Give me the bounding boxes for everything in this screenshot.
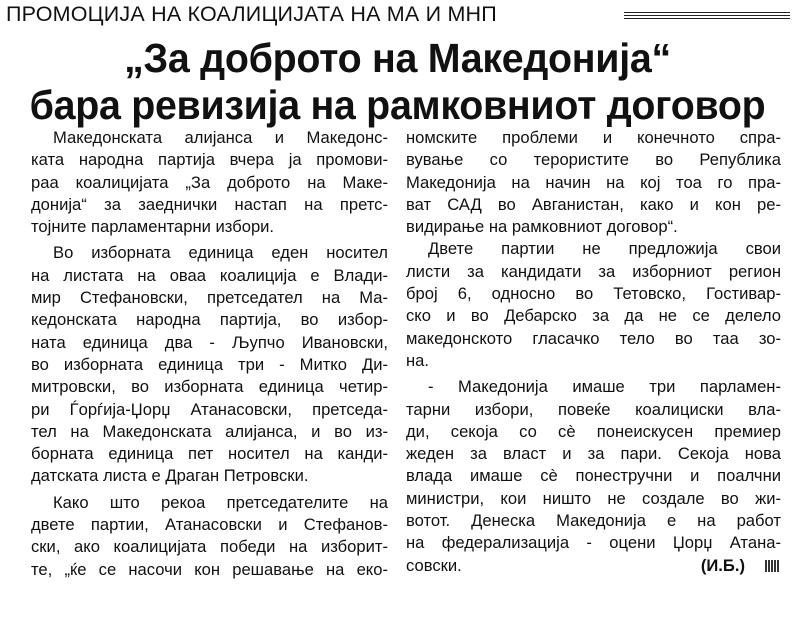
text-line: раа коалицијата „За доброто на Маке- xyxy=(31,172,388,192)
headline-line-1: „За доброто на Македонија“ xyxy=(124,35,671,81)
text-line: ди, секоја со сè понеискусен премиер xyxy=(406,421,781,441)
text-line: ката народна партија вчера ја промови- xyxy=(31,150,388,170)
text-line: Македонската алијанса и Македонс- xyxy=(53,128,388,147)
text-line: на листата на оваа коалиција е Влади- xyxy=(31,265,388,285)
kicker: ПРОМОЦИЈА НА КОАЛИЦИЈАТА НА МА И МНП xyxy=(6,2,497,26)
text-line: борната единица пет носител на канди- xyxy=(31,444,388,464)
text-line: ско и во Дебарско за да не се делело xyxy=(406,306,781,326)
text-line: листи за кандидати за изборниот регион xyxy=(406,261,781,281)
kicker-rule xyxy=(624,12,790,19)
text-line: број 6, односно во Тетовско, Гостивар- xyxy=(406,284,781,304)
text-line: на. xyxy=(406,350,430,370)
text-line: вотот. Денеска Македонија е на работ xyxy=(406,511,781,531)
text-line: ри Ѓорѓија-Џорџ Атанасовски, претседа- xyxy=(31,399,388,419)
text-line: ски, ако коалицијата победи на изборит- xyxy=(31,537,388,557)
text-line: двете партии, Атанасовски и Стефанов- xyxy=(31,515,388,535)
text-line: Македонија на начин на кој тоа го пра- xyxy=(406,172,781,192)
text-line: ната единица два - Љупчо Ивановски, xyxy=(31,332,388,352)
text-line: те, „ќе се насочи кон решавање на еко- xyxy=(31,559,388,579)
left-column xyxy=(31,127,388,581)
text-line: Двете партии не предложија свои xyxy=(428,239,781,259)
text-line: на федерализација - оцени Џорџ Атана- xyxy=(406,533,781,553)
kicker-row xyxy=(6,2,791,28)
text-line: Во изборната единица еден носител xyxy=(53,243,388,263)
text-line: видирање на рамковниот договор“. xyxy=(406,217,678,237)
text-line: Како што рекоа претседателите на xyxy=(53,492,388,512)
text-line: вување со терористите во Република xyxy=(406,150,781,170)
text-line: жеден за власт и за пари. Секоја нова xyxy=(406,444,781,464)
right-column xyxy=(406,127,781,577)
text-line: министри, кои ништо не создале во жи- xyxy=(406,488,781,508)
byline: (И.Б.) xyxy=(700,555,745,575)
text-line: номските проблеми и конечното спра- xyxy=(406,128,781,147)
text-line: датската листа е Драган Петровски. xyxy=(31,466,309,486)
text-line: совски. xyxy=(406,555,462,575)
text-line: кедонската народна партија, во избор- xyxy=(31,310,388,330)
text-line: ват САД во Авганистан, како и кон ре- xyxy=(406,194,781,214)
text-line: во изборната единица три - Митко Ди- xyxy=(31,354,388,374)
headline-line-2: бара ревизија на рамковниот договор xyxy=(29,82,766,128)
text-line: тарни избори, повеќе коалициски вла- xyxy=(406,399,781,419)
text-line: влада имаше сè понестручни и поалчни xyxy=(406,466,781,486)
text-line: македонското гласачко тело во таа зо- xyxy=(406,328,781,348)
text-line: тел на Македонската алијанса, и во из- xyxy=(31,421,388,441)
text-line: донија“ за заеднички настап на претс- xyxy=(31,194,388,214)
text-line: мир Стефановски, претседател на Ма- xyxy=(31,288,388,308)
text-line: - Македонија имаше три парламен- xyxy=(428,377,781,397)
text-line: митровски, во изборната единица четир- xyxy=(31,377,388,397)
text-line: тојните парламентарни избори. xyxy=(31,217,275,237)
end-mark-icon xyxy=(765,560,779,572)
